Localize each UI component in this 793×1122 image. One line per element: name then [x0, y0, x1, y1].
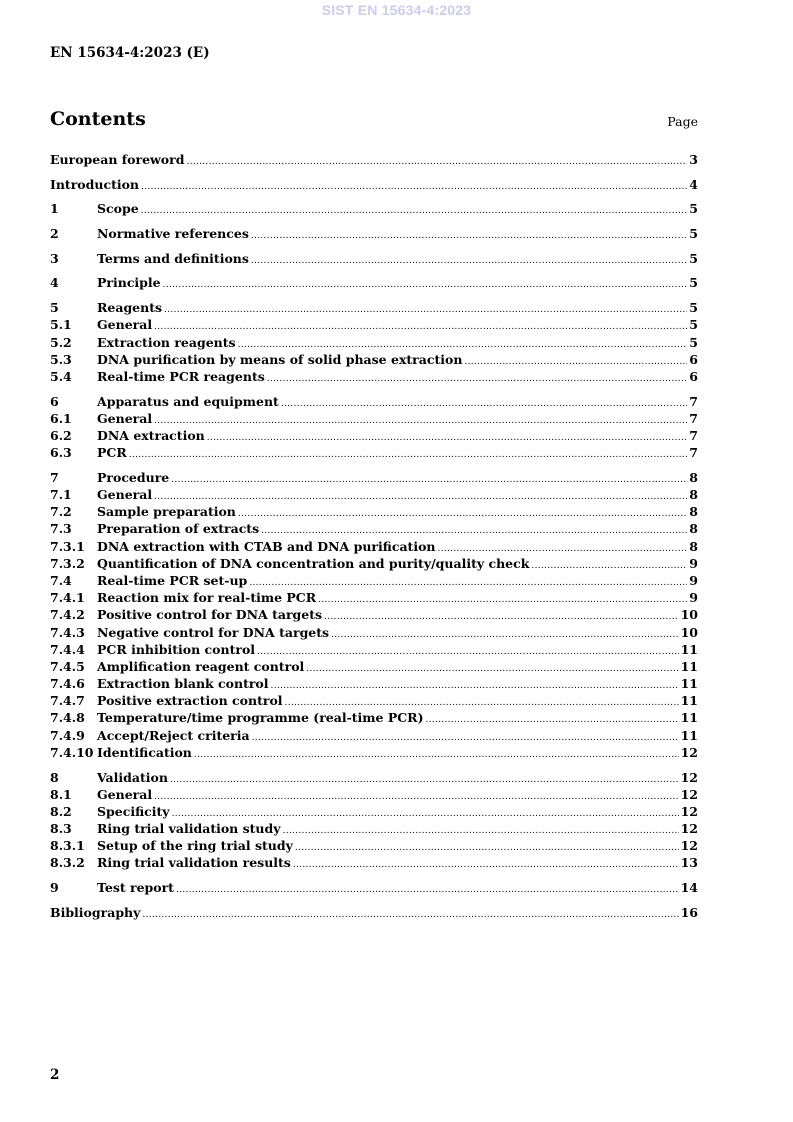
toc-entry-title: Preparation of extracts	[97, 521, 260, 537]
toc-entry-number: 5.2	[50, 334, 72, 350]
toc-entry-page: 12	[680, 769, 698, 785]
toc-entry-page: 5	[689, 334, 698, 350]
toc-entry-title: Ring trial validation results	[97, 855, 291, 871]
toc-entry-number: 7.4.9	[50, 727, 85, 743]
toc-dot-leader	[129, 447, 688, 464]
toc-entry-number: 8.3.2	[50, 855, 85, 871]
toc-entry-title: Terms and definitions	[97, 250, 249, 266]
toc-entry[interactable]	[50, 641, 698, 658]
toc-entry[interactable]	[50, 334, 698, 351]
toc-entry-page: 7	[689, 445, 698, 461]
toc-entry-page: 12	[680, 803, 698, 819]
toc-entry-title: Test report	[97, 880, 174, 896]
toc-group	[50, 769, 698, 872]
toc-entry-number: 7	[50, 469, 59, 485]
toc-entry-page: 8	[689, 521, 698, 537]
toc-entry-page: 14	[680, 880, 698, 896]
toc-entry-page: 5	[689, 275, 698, 291]
toc-entry-number: 9	[50, 880, 59, 896]
toc-entry[interactable]	[50, 624, 698, 641]
toc-entry-number: 7.1	[50, 487, 72, 502]
toc-dot-leader	[207, 430, 688, 447]
toc-entry-number: 7.4.1	[50, 590, 85, 606]
toc-dot-leader	[283, 823, 679, 840]
toc-entry[interactable]	[50, 904, 698, 921]
toc-entry[interactable]	[50, 709, 698, 726]
toc-entry[interactable]	[50, 225, 698, 242]
toc-entry-page: 6	[689, 368, 698, 384]
toc-entry[interactable]	[50, 469, 698, 486]
toc-entry[interactable]	[50, 316, 698, 333]
toc-group	[50, 879, 698, 896]
toc-entry-title: Accept/Reject criteria	[97, 727, 250, 743]
toc-entry-title: Bibliography	[50, 904, 141, 920]
toc-dot-leader	[171, 472, 687, 489]
toc-entry[interactable]	[50, 427, 698, 444]
toc-entry-number: 7.4.6	[50, 676, 85, 692]
toc-entry[interactable]	[50, 786, 698, 803]
toc-entry-page: 7	[689, 427, 698, 443]
toc-entry-title: Positive control for DNA targets	[97, 607, 323, 623]
toc-entry-number: 6	[50, 393, 59, 409]
toc-group	[50, 274, 698, 291]
toc-group	[50, 176, 698, 193]
toc-entry-title: Apparatus and equipment	[97, 393, 279, 409]
toc-entry-number: 6.2	[50, 427, 72, 443]
toc-entry-number: 7.4.3	[50, 624, 85, 640]
toc-entry-number: 5.1	[50, 317, 72, 333]
toc-entry-title: Extraction reagents	[97, 334, 236, 350]
toc-entry-page: 11	[680, 658, 698, 674]
toc-entry-page: 11	[680, 676, 698, 692]
toc-entry[interactable]	[50, 393, 698, 410]
toc-entry-title: PCR inhibition control	[97, 641, 256, 657]
toc-entry-page: 6	[689, 351, 698, 367]
toc-entry-number: 8.2	[50, 803, 72, 819]
toc-entry-title: Real-time PCR set-up	[97, 572, 248, 588]
toc-entry-number: 1	[50, 201, 59, 217]
toc-entry-page: 8	[689, 538, 698, 554]
toc-dot-leader	[154, 413, 687, 430]
toc-entry-number: 5.3	[50, 351, 72, 367]
watermark: SIST EN 15634-4:2023	[321, 2, 472, 18]
toc-entry-page: 13	[680, 855, 698, 871]
toc-dot-leader	[163, 277, 688, 294]
toc-dot-leader	[257, 644, 679, 661]
toc-entry[interactable]	[50, 606, 698, 623]
toc-entry-number: 6.3	[50, 445, 72, 461]
toc-entry-title: Setup of the ring trial study	[97, 838, 293, 854]
toc-entry-page: 5	[689, 250, 698, 266]
toc-entry-page: 5	[689, 226, 698, 242]
toc-dot-leader	[306, 661, 678, 678]
toc-dot-leader	[324, 609, 679, 626]
toc-dot-leader	[331, 627, 679, 644]
toc-entry[interactable]	[50, 520, 698, 537]
toc-entry[interactable]	[50, 572, 698, 589]
toc-entry-page: 8	[689, 504, 698, 520]
toc-group	[50, 151, 698, 168]
toc-entry-page: 9	[689, 590, 698, 606]
toc-entry-number: 5.4	[50, 368, 72, 384]
toc-entry-number: 8.1	[50, 786, 72, 802]
toc-entry[interactable]	[50, 274, 698, 291]
toc-entry[interactable]	[50, 879, 698, 896]
toc-entry-number: 3	[50, 250, 59, 266]
page-column-label: Page	[667, 114, 698, 129]
toc-entry-page: 11	[680, 727, 698, 743]
toc-dot-leader	[252, 730, 679, 747]
toc-entry[interactable]	[50, 854, 698, 871]
toc-entry[interactable]	[50, 803, 698, 820]
contents-heading: Contents	[50, 108, 146, 130]
toc-entry-page: 9	[689, 572, 698, 588]
toc-entry-title: Procedure	[97, 469, 170, 485]
toc-entry-title: Introduction	[50, 176, 140, 192]
toc-entry-page: 12	[680, 786, 698, 802]
toc-dot-leader	[293, 857, 679, 874]
toc-dot-leader	[531, 558, 687, 575]
toc-dot-leader	[194, 747, 679, 764]
toc-entry-page: 11	[680, 641, 698, 657]
toc-dot-leader	[186, 154, 687, 171]
toc-entry-page: 12	[680, 821, 698, 837]
document-id: EN 15634-4:2023 (E)	[50, 45, 210, 61]
toc-entry-title: General	[97, 317, 153, 333]
toc-dot-leader	[267, 371, 688, 388]
toc-entry-title: Extraction blank control	[97, 676, 269, 692]
toc-entry[interactable]	[50, 837, 698, 854]
toc-entry-number: 7.3.2	[50, 555, 85, 571]
toc-entry[interactable]	[50, 769, 698, 786]
toc-entry[interactable]	[50, 151, 698, 168]
toc-dot-leader	[464, 354, 687, 371]
toc-entry-title: General	[97, 410, 153, 426]
toc-entry-page: 5	[689, 201, 698, 217]
toc-entry-page: 16	[680, 904, 698, 920]
toc-entry-title: European foreword	[50, 152, 185, 167]
toc-entry-title: General	[97, 487, 153, 502]
toc-entry-title: Reagents	[97, 300, 163, 316]
toc-dot-leader	[318, 592, 687, 609]
toc-entry[interactable]	[50, 368, 698, 385]
toc-dot-leader	[251, 253, 687, 270]
toc-entry[interactable]	[50, 176, 698, 193]
toc-entry[interactable]	[50, 410, 698, 427]
toc-entry-title: Amplification reagent control	[97, 658, 305, 674]
table-of-contents	[50, 151, 698, 929]
toc-entry-number: 8	[50, 769, 59, 785]
toc-entry-title: Principle	[97, 275, 161, 291]
toc-entry-number: 7.4.8	[50, 710, 85, 726]
toc-entry-number: 7.4.7	[50, 693, 85, 709]
toc-dot-leader	[164, 302, 687, 319]
toc-entry[interactable]	[50, 820, 698, 837]
toc-entry-title: DNA extraction with CTAB and DNA purification	[97, 538, 436, 554]
toc-group	[50, 469, 698, 761]
toc-dot-leader	[251, 228, 687, 245]
toc-entry-title: Reaction mix for real-time PCR	[97, 590, 317, 606]
toc-entry[interactable]	[50, 503, 698, 520]
toc-group	[50, 225, 698, 242]
toc-dot-leader	[176, 882, 679, 899]
toc-dot-leader	[238, 506, 687, 523]
toc-dot-leader	[170, 772, 679, 789]
toc-entry[interactable]	[50, 555, 698, 572]
toc-entry-title: DNA extraction	[97, 427, 205, 443]
toc-entry-number: 7.4.10	[50, 744, 94, 760]
toc-entry-page: 11	[680, 710, 698, 726]
toc-entry-title: Scope	[97, 201, 139, 217]
toc-entry-number: 7.2	[50, 504, 72, 520]
toc-entry[interactable]	[50, 727, 698, 744]
toc-entry-title: Validation	[97, 769, 168, 785]
page-number: 2	[50, 1067, 60, 1083]
toc-entry-number: 7.4	[50, 572, 72, 588]
toc-entry-title: Identification	[97, 744, 192, 760]
toc-entry-title: Real-time PCR reagents	[97, 368, 265, 384]
toc-entry[interactable]	[50, 250, 698, 267]
toc-entry-page: 9	[689, 555, 698, 571]
toc-entry-number: 2	[50, 226, 59, 242]
toc-entry[interactable]	[50, 538, 698, 555]
toc-entry-title: PCR	[97, 445, 127, 461]
toc-entry-page: 12	[680, 838, 698, 854]
toc-entry-page: 10	[680, 607, 698, 623]
toc-entry-page: 8	[689, 487, 698, 502]
toc-dot-leader	[141, 179, 687, 196]
toc-entry[interactable]	[50, 675, 698, 692]
toc-entry[interactable]	[50, 444, 698, 461]
toc-entry[interactable]	[50, 486, 698, 503]
toc-entry-page: 7	[689, 410, 698, 426]
toc-dot-leader	[154, 789, 678, 806]
toc-entry-number: 6.1	[50, 410, 72, 426]
toc-entry-page: 12	[680, 744, 698, 760]
toc-entry[interactable]	[50, 589, 698, 606]
toc-entry-title: Negative control for DNA targets	[97, 624, 330, 640]
toc-dot-leader	[425, 712, 678, 729]
toc-entry[interactable]	[50, 200, 698, 217]
toc-entry-page: 7	[689, 393, 698, 409]
toc-entry-page: 11	[680, 693, 698, 709]
toc-entry-page: 4	[689, 176, 698, 192]
toc-entry-title: Normative references	[97, 226, 249, 242]
toc-entry[interactable]	[50, 351, 698, 368]
toc-entry-page: 5	[689, 300, 698, 316]
toc-group	[50, 393, 698, 462]
toc-entry-number: 7.4.4	[50, 641, 85, 657]
toc-entry-number: 8.3	[50, 821, 72, 837]
toc-entry-number: 4	[50, 275, 59, 291]
toc-entry-page: 8	[689, 469, 698, 485]
toc-entry-title: DNA purification by means of solid phase extraction	[97, 351, 463, 367]
toc-entry-title: Specificity	[97, 803, 170, 819]
toc-entry-number: 5	[50, 300, 59, 316]
toc-entry-title: General	[97, 786, 153, 802]
toc-dot-leader	[271, 678, 679, 695]
toc-group	[50, 299, 698, 385]
toc-entry-page: 10	[680, 624, 698, 640]
toc-entry[interactable]	[50, 658, 698, 675]
toc-entry-number: 7.3	[50, 521, 72, 537]
toc-entry-page: 3	[689, 152, 698, 167]
toc-entry-number: 7.4.5	[50, 658, 85, 674]
toc-dot-leader	[141, 203, 688, 220]
toc-entry-title: Temperature/time programme (real-time PCR)	[97, 710, 424, 726]
toc-dot-leader	[142, 907, 678, 924]
toc-entry[interactable]	[50, 299, 698, 316]
toc-entry[interactable]	[50, 744, 698, 761]
toc-entry-number: 7.4.2	[50, 607, 85, 623]
toc-entry-page: 5	[689, 317, 698, 333]
toc-group	[50, 250, 698, 267]
toc-entry-title: Ring trial validation study	[97, 821, 281, 837]
toc-entry-title: Positive extraction control	[97, 693, 283, 709]
toc-entry-number: 7.3.1	[50, 538, 85, 554]
toc-entry-title: Sample preparation	[97, 504, 236, 520]
toc-dot-leader	[281, 396, 687, 413]
toc-entry[interactable]	[50, 692, 698, 709]
toc-group	[50, 904, 698, 921]
toc-entry-title: Quantification of DNA concentration and purity/quality check	[97, 555, 530, 571]
toc-dot-leader	[295, 840, 679, 857]
toc-group	[50, 200, 698, 217]
toc-entry-number: 8.3.1	[50, 838, 85, 854]
